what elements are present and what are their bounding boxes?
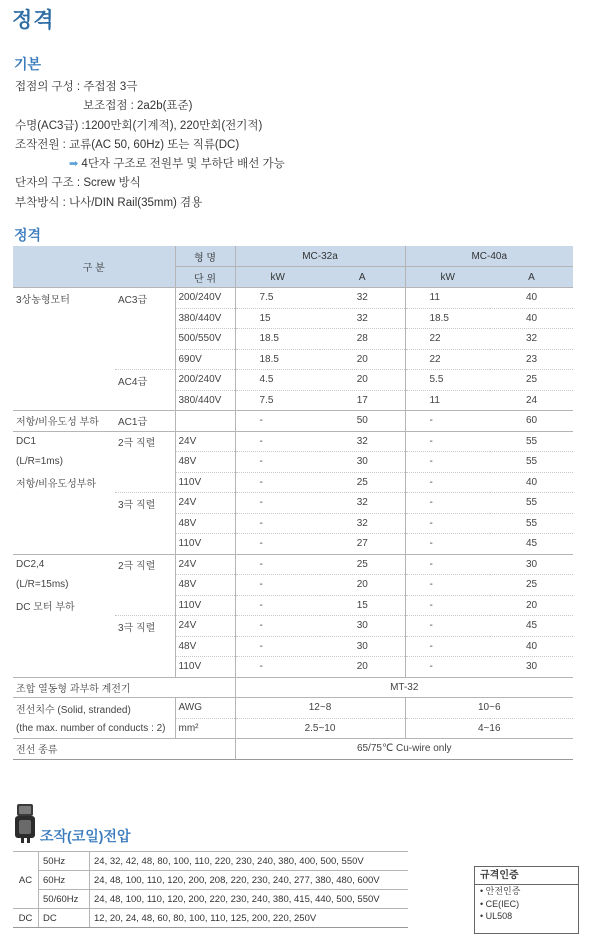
page-title: 정격 xyxy=(12,9,55,32)
table-cell: 500/550V xyxy=(175,329,235,350)
table-cell: 저항/비유도성부하 xyxy=(16,478,97,490)
spec-terminal: 단자의 구조 : Screw 방식 xyxy=(15,177,141,190)
table-cell xyxy=(115,657,175,678)
table-cell: - xyxy=(405,452,490,473)
table-cell: 40 xyxy=(490,308,573,329)
table-cell: 2극 직렬 xyxy=(115,554,175,575)
table-cell xyxy=(13,390,115,411)
table-cell: 25 xyxy=(490,575,573,596)
table-cell: - xyxy=(405,431,490,452)
coil-row xyxy=(13,909,408,928)
table-cell: 7.5 xyxy=(235,390,320,411)
table-cell: 22 xyxy=(405,329,490,350)
coil-heading: 조작(코일)전압 xyxy=(40,828,131,844)
table-cell: 저항/비유도성 부하 xyxy=(13,411,115,432)
table-cell: - xyxy=(235,431,320,452)
table-cell: 20 xyxy=(320,349,405,370)
table-cell xyxy=(115,452,175,473)
table-cell xyxy=(13,616,115,637)
wire-size-note: (the max. number of conducts : 2) xyxy=(16,722,166,734)
table-row xyxy=(13,472,573,493)
coil-icon xyxy=(14,802,38,844)
table-cell: 30 xyxy=(490,657,573,678)
table-cell: 25 xyxy=(320,554,405,575)
rating-heading: 정격 xyxy=(14,227,42,243)
table-cell xyxy=(115,513,175,534)
table-cell: 3상농형모터 xyxy=(13,288,115,309)
table-cell: 48V xyxy=(175,513,235,534)
table-cell: 690V xyxy=(175,349,235,370)
wire-type-value: 65/75℃ Cu-wire only xyxy=(235,739,573,760)
rating-table xyxy=(13,246,573,760)
table-cell: 4.5 xyxy=(235,370,320,391)
coil-row xyxy=(13,852,408,871)
wire-mc40-mm: 4~16 xyxy=(405,718,573,739)
table-cell: - xyxy=(405,554,490,575)
table-cell xyxy=(13,349,115,370)
gubun-header: 구 분 xyxy=(13,246,175,288)
table-cell: 40 xyxy=(490,288,573,309)
table-cell: (L/R=15ms) xyxy=(16,579,69,591)
table-cell: 200/240V xyxy=(175,370,235,391)
table-cell: - xyxy=(235,513,320,534)
table-row xyxy=(13,554,573,575)
wire-type-row xyxy=(13,739,573,760)
table-row xyxy=(13,349,573,370)
table-cell xyxy=(115,575,175,596)
basic-heading: 기본 xyxy=(14,56,42,72)
table-cell: - xyxy=(235,657,320,678)
table-cell: - xyxy=(235,616,320,637)
cert-heading: 규격인증 xyxy=(475,867,578,885)
table-cell: - xyxy=(405,636,490,657)
table-cell: 380/440V xyxy=(175,390,235,411)
unit-kw: kW xyxy=(405,267,490,288)
table-row xyxy=(13,452,573,473)
overload-row xyxy=(13,677,573,698)
table-cell: 28 xyxy=(320,329,405,350)
table-cell: AC3급 xyxy=(115,288,175,309)
table-cell: 20 xyxy=(320,657,405,678)
table-cell: - xyxy=(405,595,490,616)
spec-mounting: 부착방식 : 나사/DIN Rail(35mm) 겸용 xyxy=(15,196,203,209)
table-cell: 45 xyxy=(490,534,573,555)
table-row xyxy=(13,595,573,616)
table-cell: - xyxy=(405,411,490,432)
spec-power: 조작전원 : 교류(AC 50, 60Hz) 또는 직류(DC) xyxy=(15,138,240,151)
overload-label: 조합 열동형 과부하 계전기 xyxy=(13,677,235,698)
table-cell: 24V xyxy=(175,554,235,575)
table-cell: - xyxy=(405,472,490,493)
table-cell: 11 xyxy=(405,390,490,411)
table-cell: 24V xyxy=(175,493,235,514)
table-cell xyxy=(13,657,115,678)
table-cell: DC2,4 xyxy=(13,554,115,575)
table-cell: - xyxy=(405,657,490,678)
spec-life: 수명(AC3급) :1200만회(기계적), 220만회(전기적) xyxy=(15,119,263,132)
coil-frequency: DC xyxy=(39,909,90,928)
table-cell: - xyxy=(235,595,320,616)
wire-size-row xyxy=(13,698,573,719)
table-cell: 30 xyxy=(320,616,405,637)
table-cell: 18.5 xyxy=(235,349,320,370)
coil-voltages: 12, 20, 24, 48, 60, 80, 100, 110, 125, 200, 220, 250V xyxy=(90,909,409,928)
table-row xyxy=(13,390,573,411)
table-cell: - xyxy=(235,493,320,514)
wire-mc32-awg: 12~8 xyxy=(235,698,405,719)
table-cell: 27 xyxy=(320,534,405,555)
table-cell: - xyxy=(405,493,490,514)
table-cell: - xyxy=(235,554,320,575)
table-cell: - xyxy=(235,452,320,473)
spec-aux-contacts: 보조접점 : 2a2b(표준) xyxy=(83,100,193,113)
table-cell: 20 xyxy=(490,595,573,616)
table-cell: 110V xyxy=(175,595,235,616)
table-cell: - xyxy=(405,534,490,555)
table-cell: 32 xyxy=(320,493,405,514)
table-cell: - xyxy=(405,575,490,596)
wire-type-label: 전선 종류 xyxy=(13,739,235,760)
coil-frequency: 60Hz xyxy=(39,871,90,890)
coil-type: DC xyxy=(13,909,39,928)
model-mc32a: MC-32a xyxy=(235,246,405,267)
table-row xyxy=(13,431,573,452)
table-cell xyxy=(115,349,175,370)
table-cell xyxy=(13,493,115,514)
table-cell: - xyxy=(235,411,320,432)
table-cell: 2극 직렬 xyxy=(115,431,175,452)
table-cell: 110V xyxy=(175,472,235,493)
table-cell: 110V xyxy=(175,534,235,555)
table-cell: 55 xyxy=(490,431,573,452)
table-cell: 15 xyxy=(235,308,320,329)
table-cell: - xyxy=(235,636,320,657)
table-cell: 25 xyxy=(320,472,405,493)
table-row xyxy=(13,534,573,555)
table-cell xyxy=(115,595,175,616)
spec-terminal-note-text: 4단자 구조로 전원부 및 부하단 배선 가능 xyxy=(81,158,285,171)
basic-specs xyxy=(15,78,285,213)
table-cell: - xyxy=(235,534,320,555)
table-cell xyxy=(175,411,235,432)
wire-mc32-mm: 2.5~10 xyxy=(235,718,405,739)
table-cell: DC 모터 부하 xyxy=(16,601,75,613)
cert-item: • UL508 xyxy=(480,911,513,921)
table-cell: 5.5 xyxy=(405,370,490,391)
unit-a: A xyxy=(490,267,573,288)
table-cell: (L/R=1ms) xyxy=(16,456,63,468)
table-row xyxy=(13,308,573,329)
table-cell xyxy=(13,636,115,657)
coil-frequency: 50/60Hz xyxy=(39,890,90,909)
table-cell: 23 xyxy=(490,349,573,370)
table-cell: 3극 직렬 xyxy=(115,493,175,514)
table-row xyxy=(13,411,573,432)
table-cell: 50 xyxy=(320,411,405,432)
table-cell xyxy=(115,636,175,657)
table-cell: 55 xyxy=(490,493,573,514)
cert-item: • 안전인증 xyxy=(480,886,521,896)
table-cell: - xyxy=(405,616,490,637)
table-row xyxy=(13,575,573,596)
table-cell: 32 xyxy=(320,431,405,452)
overload-value: MT-32 xyxy=(235,677,573,698)
coil-frequency: 50Hz xyxy=(39,852,90,871)
coil-row xyxy=(13,871,408,890)
table-cell xyxy=(13,534,115,555)
table-cell: 32 xyxy=(320,308,405,329)
table-row xyxy=(13,493,573,514)
table-cell: 30 xyxy=(490,554,573,575)
table-cell: 48V xyxy=(175,575,235,596)
table-cell: 45 xyxy=(490,616,573,637)
table-cell: 32 xyxy=(490,329,573,350)
wire-unit-awg: AWG xyxy=(175,698,235,719)
table-row xyxy=(13,288,573,309)
unit-label: 단 위 xyxy=(175,267,235,288)
table-row xyxy=(13,657,573,678)
coil-voltages: 24, 48, 100, 110, 120, 200, 220, 230, 240, 380, 415, 440, 500, 550V xyxy=(90,890,409,909)
wire-unit-mm: mm² xyxy=(175,718,235,739)
unit-a: A xyxy=(320,267,405,288)
table-cell: 22 xyxy=(405,349,490,370)
table-cell xyxy=(115,329,175,350)
table-row xyxy=(13,616,573,637)
table-cell xyxy=(13,329,115,350)
unit-kw: kW xyxy=(235,267,320,288)
table-cell: 48V xyxy=(175,636,235,657)
table-cell: 200/240V xyxy=(175,288,235,309)
table-cell: 25 xyxy=(490,370,573,391)
model-mc40a: MC-40a xyxy=(405,246,573,267)
table-cell: 20 xyxy=(320,575,405,596)
table-cell: 11 xyxy=(405,288,490,309)
table-cell: 40 xyxy=(490,472,573,493)
table-row xyxy=(13,329,573,350)
table-cell: 24V xyxy=(175,616,235,637)
table-cell: 15 xyxy=(320,595,405,616)
table-cell: 48V xyxy=(175,452,235,473)
table-cell: 7.5 xyxy=(235,288,320,309)
wire-size-label: 전선치수 (Solid, stranded) xyxy=(13,698,175,719)
table-row xyxy=(13,370,573,391)
table-row xyxy=(13,513,573,534)
table-cell: 18.5 xyxy=(235,329,320,350)
table-cell: 24V xyxy=(175,431,235,452)
coil-voltages: 24, 32, 42, 48, 80, 100, 110, 220, 230, 240, 380, 400, 500, 550V xyxy=(90,852,409,871)
coil-voltages: 24, 48, 100, 110, 120, 200, 208, 220, 230, 240, 277, 380, 480, 600V xyxy=(90,871,409,890)
table-cell: 60 xyxy=(490,411,573,432)
table-cell: 40 xyxy=(490,636,573,657)
table-cell: 20 xyxy=(320,370,405,391)
table-cell: - xyxy=(235,575,320,596)
table-cell: 17 xyxy=(320,390,405,411)
coil-row xyxy=(13,890,408,909)
table-cell: - xyxy=(235,472,320,493)
table-cell: - xyxy=(405,513,490,534)
certification-box xyxy=(474,866,579,934)
table-cell: 55 xyxy=(490,513,573,534)
table-cell: 110V xyxy=(175,657,235,678)
table-cell: 24 xyxy=(490,390,573,411)
table-cell: 30 xyxy=(320,636,405,657)
coil-voltage-table xyxy=(13,851,408,928)
table-cell: 32 xyxy=(320,513,405,534)
arrow-right-icon: ➡ xyxy=(69,158,79,171)
table-cell xyxy=(13,370,115,391)
spec-terminal-note xyxy=(15,155,285,174)
table-cell: 380/440V xyxy=(175,308,235,329)
table-cell xyxy=(13,513,115,534)
table-cell: 32 xyxy=(320,288,405,309)
table-cell: 55 xyxy=(490,452,573,473)
table-cell: 18.5 xyxy=(405,308,490,329)
table-cell: AC4급 xyxy=(115,370,175,391)
model-label: 형 명 xyxy=(175,246,235,267)
table-cell xyxy=(115,390,175,411)
cert-item: • CE(IEC) xyxy=(480,898,520,909)
table-cell: DC1 xyxy=(13,431,115,452)
table-cell: 3극 직렬 xyxy=(115,616,175,637)
table-cell xyxy=(115,308,175,329)
wire-size-row xyxy=(13,718,573,739)
table-cell: AC1급 xyxy=(115,411,175,432)
table-cell xyxy=(115,534,175,555)
table-row xyxy=(13,636,573,657)
table-cell xyxy=(115,472,175,493)
table-cell: 30 xyxy=(320,452,405,473)
wire-mc40-awg: 10~6 xyxy=(405,698,573,719)
spec-contacts: 접점의 구성 : 주접점 3극 xyxy=(15,81,138,93)
table-cell xyxy=(13,308,115,329)
coil-type: AC xyxy=(13,852,39,909)
